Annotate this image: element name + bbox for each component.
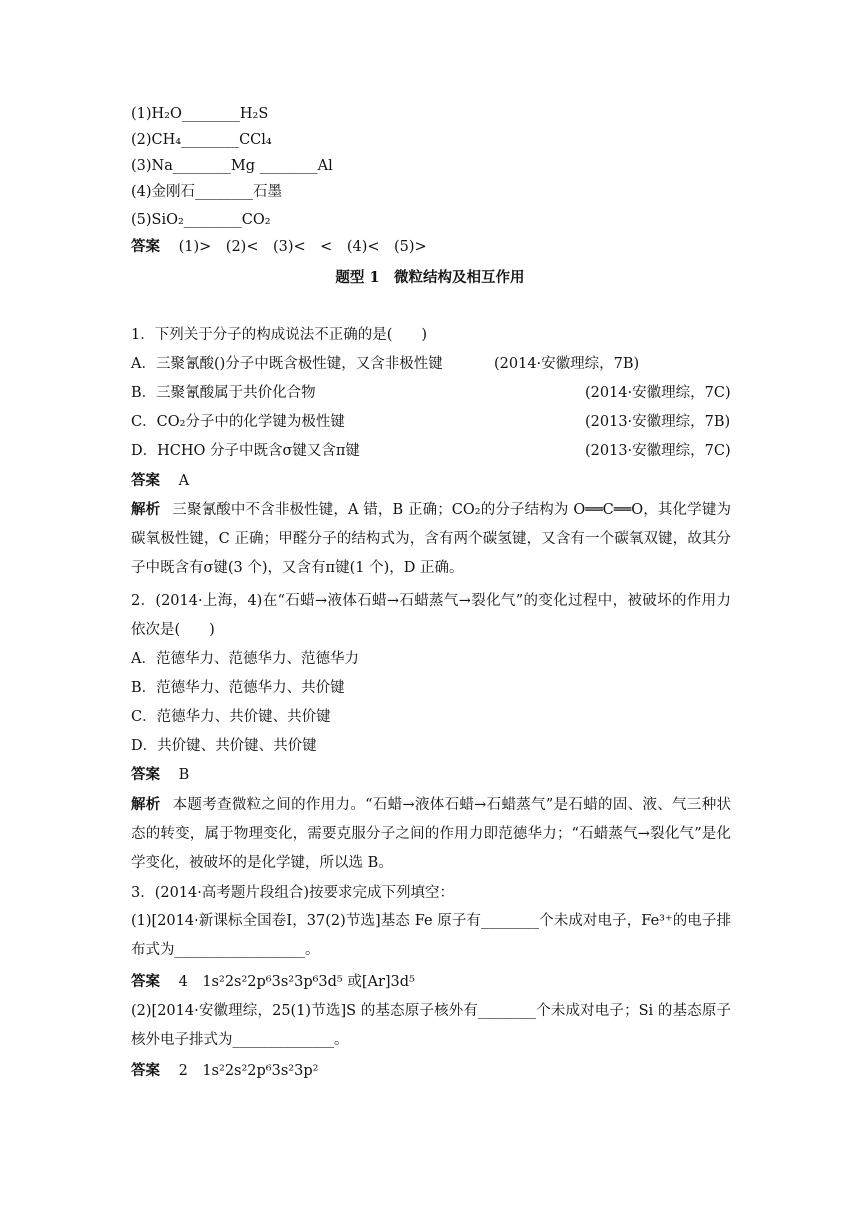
section-title: 题型 1 微粒结构及相互作用: [335, 269, 525, 286]
q3-stem: 3．(2014·高考题片段组合)按要求完成下列填空：: [131, 885, 455, 901]
answer-label: 答案: [131, 472, 160, 489]
comparison-1: (1)H₂O________H₂S: [131, 106, 269, 122]
analysis-text: 本题考查微粒之间的作用力。“石蜡→液体石蜡→石蜡蒸气”是石蜡的固、液、气三种状态的转变，属于物理变化，需要克服分子之间的作用力即范德华力；“石蜡蒸气→裂化气”是化学变化，被破坏的是化学键，所以选 B。: [131, 797, 732, 871]
q1-answer: [131, 471, 189, 491]
q1-analysis: [131, 495, 731, 583]
q1-option-a: A．三聚氰酸()分子中既含极性键，又含非极性键: [131, 356, 443, 372]
q1-option-b-cite: (2014·安徽理综，7C): [585, 385, 731, 401]
analysis-text: 三聚氰酸中不含非极性键，A 错，B 正确；CO₂的分子结构为 O══C══O，其化学键为碳氧极性键，C 正确；甲醛分子的结构式为，含有两个碳氢键，又含有一个碳氧双键，故其分子中既含有σ键(3 个)，又含有π键(1 个)，D 正确。: [131, 502, 731, 576]
answer-text: (1)> (2)< (3)< < (4)< (5)>: [178, 239, 427, 255]
q1-option-d-cite: (2013·安徽理综，7C): [585, 443, 731, 459]
q1-option-d: D．HCHO 分子中既含σ键又含π键: [131, 443, 360, 459]
answer-text: B: [178, 767, 190, 783]
q2-option-b: B．范德华力、范德华力、共价键: [131, 680, 345, 696]
q2-option-d: D．共价键、共价键、共价键: [131, 738, 317, 754]
answer-label: 答案: [131, 238, 160, 255]
intro-answer: [131, 237, 427, 257]
q3-answer2: [131, 1061, 318, 1081]
q1-option-a-cite: (2014·安徽理综，7B): [494, 356, 640, 372]
answer-label: 答案: [131, 766, 160, 783]
q2-answer: [131, 765, 189, 785]
q1-option-b: B．三聚氰酸属于共价化合物: [131, 385, 316, 401]
comparison-5: (5)SiO₂________CO₂: [131, 212, 271, 228]
comparison-2: (2)CH₄________CCl₄: [131, 132, 272, 148]
q2-option-c: C．范德华力、共价键、共价键: [131, 709, 331, 725]
q3-answer1: [131, 972, 415, 992]
answer-text: 4 1s²2s²2p⁶3s²3p⁶3d⁵ 或[Ar]3d⁵: [178, 974, 415, 990]
q2-stem: 2．(2014·上海，4)在“石蜡→液体石蜡→石蜡蒸气→裂化气”的变化过程中，被破坏的作用力依次是( ): [131, 593, 731, 638]
answer-label: 答案: [131, 973, 160, 990]
q2-analysis: [131, 790, 731, 878]
answer-label: 答案: [131, 1062, 160, 1079]
q1-stem: 1．下列关于分子的构成说法不正确的是( ): [131, 327, 428, 343]
q1-option-c-cite: (2013·安徽理综，7B): [585, 414, 731, 430]
analysis-label: 解析: [131, 796, 161, 813]
q3-part2: (2)[2014·安徽理综，25(1)节选]S 的基态原子核外有________个未成对电子；Si 的基态原子核外电子排式为______________。: [131, 1003, 731, 1048]
answer-text: A: [178, 473, 190, 489]
q3-part1: (1)[2014·新课标全国卷Ⅰ，37(2)节选]基态 Fe 原子有________个未成对电子，Fe³⁺的电子排布式为__________________。: [131, 913, 731, 958]
q1-option-c: C．CO₂分子中的化学键为极性键: [131, 414, 345, 430]
analysis-label: 解析: [131, 501, 161, 518]
q2-option-a: A．范德华力、范德华力、范德华力: [131, 651, 359, 667]
comparison-3: (3)Na________Mg ________Al: [131, 158, 333, 174]
comparison-4: (4)金刚石________石墨: [131, 184, 283, 200]
answer-text: 2 1s²2s²2p⁶3s²3p²: [178, 1063, 319, 1079]
